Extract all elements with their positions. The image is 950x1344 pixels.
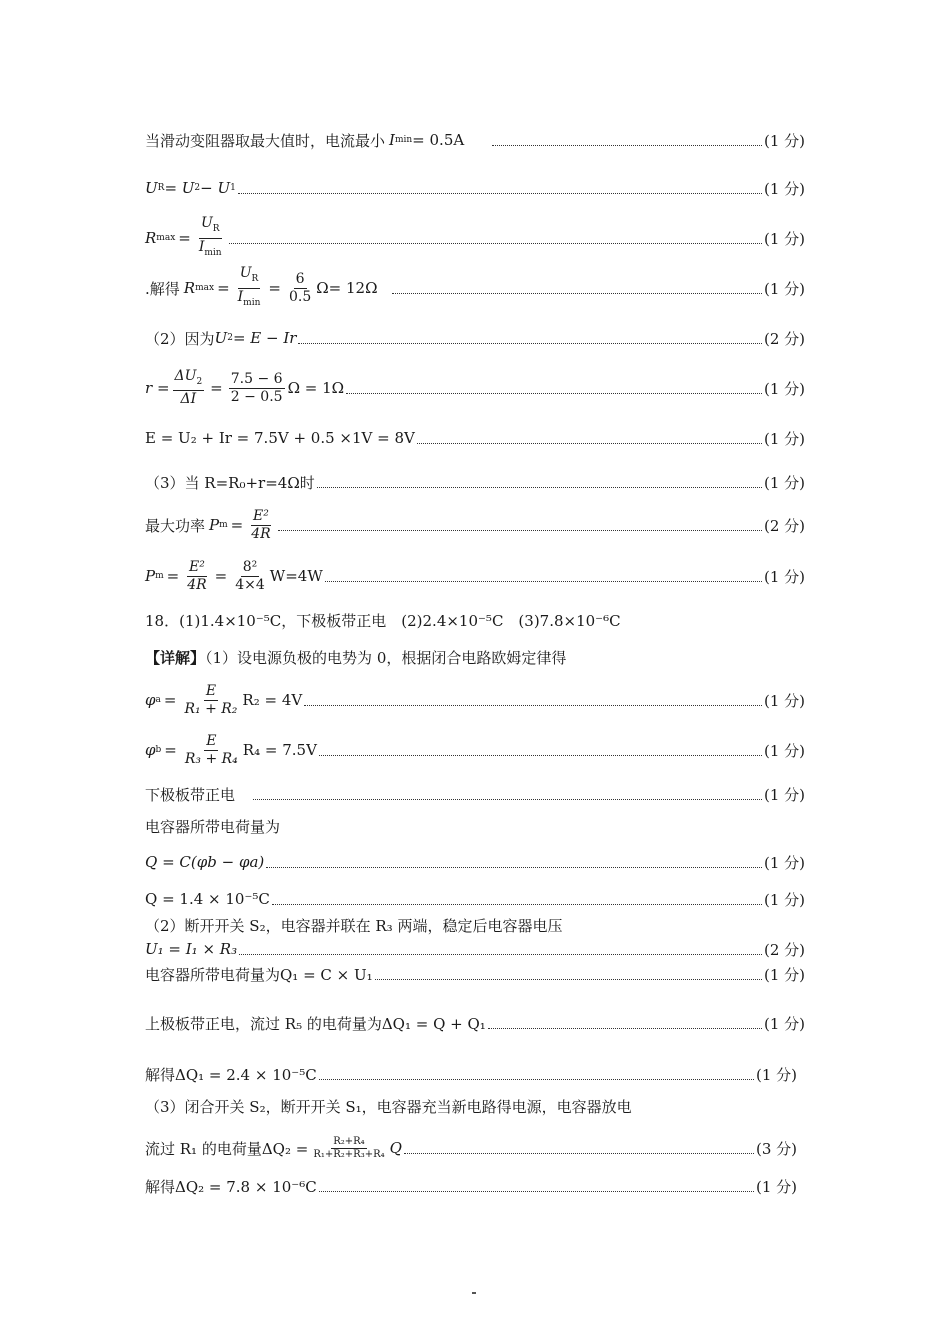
solution-line-10: P m = $\frac{\text{E²}}{4R}$ = $\frac{\text{8²}}{4\times 4}$ W=4W (1 分) [145,558,805,593]
dot-leader [392,292,762,294]
dot-leader [229,242,762,244]
solution-line-2: U R = U 2 − U 1 (1 分) [145,179,805,198]
fraction: $\frac{\text{E²}}{4R}$ [187,558,207,593]
fraction: $\frac{7.5 - 6}{2 - 0.5}$ [230,370,283,405]
solution-line-7: E = U₂ + Ir = 7.5V + 0.5 ×1V = 8V (1 分) [145,429,805,448]
score-label: (1 分) [755,1065,797,1084]
dot-leader [304,704,762,706]
score-label: (1 分) [763,229,805,248]
score-label: (1 分) [763,473,805,492]
solution-line-20: U₁ = I₁ × R₃ (2 分) [145,940,805,959]
fraction: $\frac{\text{8²}}{4\times 4}$ [235,558,265,593]
score-label: (1 分) [763,279,805,298]
charge-intro: 电容器所带电荷量为 [145,818,281,836]
detail-heading: 【详解】（1）设电源负极的电势为 0，根据闭合电路欧姆定律得 [145,649,567,667]
dot-leader [253,798,762,800]
part3-heading: （3）闭合开关 S₂，断开开关 S₁，电容器充当新电路得电源，电容器放电 [145,1098,632,1116]
dot-leader [319,754,762,756]
solution-line-21: 电容器所带电荷量为Q₁ = C × U₁ (1 分) [145,965,805,984]
solution-line-17: Q = C(φb − φa) (1 分) [145,853,805,872]
score-label: (1 分) [763,741,805,760]
solution-line-13: φ a = $\frac{E}{\text{R₁ + R₂}}$ R₂ = 4V (1 分) [145,682,805,717]
answer-summary: 18．(1)1.4×10⁻⁵C，下极板带正电 (2)2.4×10⁻⁵C (3)7.8×10⁻⁶C [145,612,621,630]
dot-leader [266,866,762,868]
score-label: (1 分) [763,1014,805,1033]
score-label: (2 分) [763,329,805,348]
dot-leader [404,1152,754,1154]
score-label: (1 分) [763,379,805,398]
dot-leader [298,342,762,344]
score-label: (2 分) [763,516,805,535]
solution-line-26: 解得ΔQ₂ = 7.8 × 10⁻⁶C (1 分) [145,1177,797,1196]
score-label: (2 分) [763,940,805,959]
fraction: $\frac{6}{0.5}$ [288,270,312,305]
score-label: (3 分) [755,1139,797,1158]
solution-line-18: Q = 1.4 × 10⁻⁵C (1 分) [145,890,805,909]
dot-leader [346,392,762,394]
score-label: (1 分) [763,567,805,586]
fraction: $\frac{\Delta U_2}{\Delta I}$ [174,367,203,408]
solution-line-1: 当滑动变阻器取最大值时，电流最小 I min = 0.5A (1 分) [145,131,805,150]
fraction: $\frac{U_R}{I_{min}}$ [198,214,222,258]
dot-leader [238,192,762,194]
score-label: (1 分) [763,131,805,150]
solution-line-15: 下极板带正电 (1 分) [145,785,805,804]
dot-leader [319,1190,754,1192]
solution-line-4: .解得 R max = $\frac{U_R}{I_{min}}$ = $\frac{6}{0.5}$ Ω= 12Ω (1 分) [145,268,805,308]
solution-line-5: （2）因为 U 2 = E − Ir (2 分) [145,329,805,348]
fraction: $\frac{\text{E²}}{4R}$ [251,507,271,542]
score-label: (1 分) [763,691,805,710]
solution-line-9: 最大功率 P m = $\frac{\text{E²}}{4R}$ (2 分) [145,507,805,542]
score-label: (1 分) [763,965,805,984]
score-label: (1 分) [763,179,805,198]
solution-line-22: 上极板带正电，流过 R₅ 的电荷量为ΔQ₁ = Q + Q₁ (1 分) [145,1014,805,1033]
solution-line-8: （3）当 R=R₀+r=4Ω时 (1 分) [145,473,805,492]
fraction: $\frac{\text{R₂+R₄}}{\text{R₁+R₂+R₃+R₄}}$ [313,1135,385,1160]
score-label: (1 分) [763,429,805,448]
score-label: (1 分) [763,785,805,804]
score-label: (1 分) [763,853,805,872]
dot-leader [272,903,762,905]
fraction: $\frac{E}{\text{R₁ + R₂}}$ [184,682,238,717]
dot-leader [488,1027,762,1029]
dot-leader [417,442,762,444]
solution-line-3: R max = $\frac{U_R}{I_{min}}$ (1 分) [145,218,805,258]
solution-line-23: 解得ΔQ₁ = 2.4 × 10⁻⁵C (1 分) [145,1065,797,1084]
solution-line-6: r = $\frac{\Delta U_2}{\Delta I}$ = $\frac{7.5 - 6}{2 - 0.5}$ Ω = 1Ω (1 分) [145,367,805,408]
dot-leader [375,978,762,980]
page-mark [472,1292,476,1294]
solution-line-14: φ b = $\frac{E}{\text{R₃ + R₄}}$ R₄ = 7.5V (1 分) [145,732,805,767]
solution-line-25: 流过 R₁ 的电荷量ΔQ₂ = $\frac{\text{R₂+R₄}}{\text{R₁+R₂+R₃+R₄}}$ Q (3 分) [145,1135,797,1160]
score-label: (1 分) [755,1177,797,1196]
dot-leader [317,486,762,488]
dot-leader [325,580,762,582]
line-text: 当滑动变阻器取最大值时，电流最小 [145,131,386,150]
part2-heading: （2）断开开关 S₂，电容器并联在 R₃ 两端，稳定后电容器电压 [145,917,563,935]
dot-leader [319,1078,754,1080]
fraction: $\frac{E}{\text{R₃ + R₄}}$ [184,732,238,767]
dot-leader [492,144,762,146]
score-label: (1 分) [763,890,805,909]
dot-leader [278,529,762,531]
fraction: $\frac{U_R}{I_{min}}$ [237,264,261,308]
